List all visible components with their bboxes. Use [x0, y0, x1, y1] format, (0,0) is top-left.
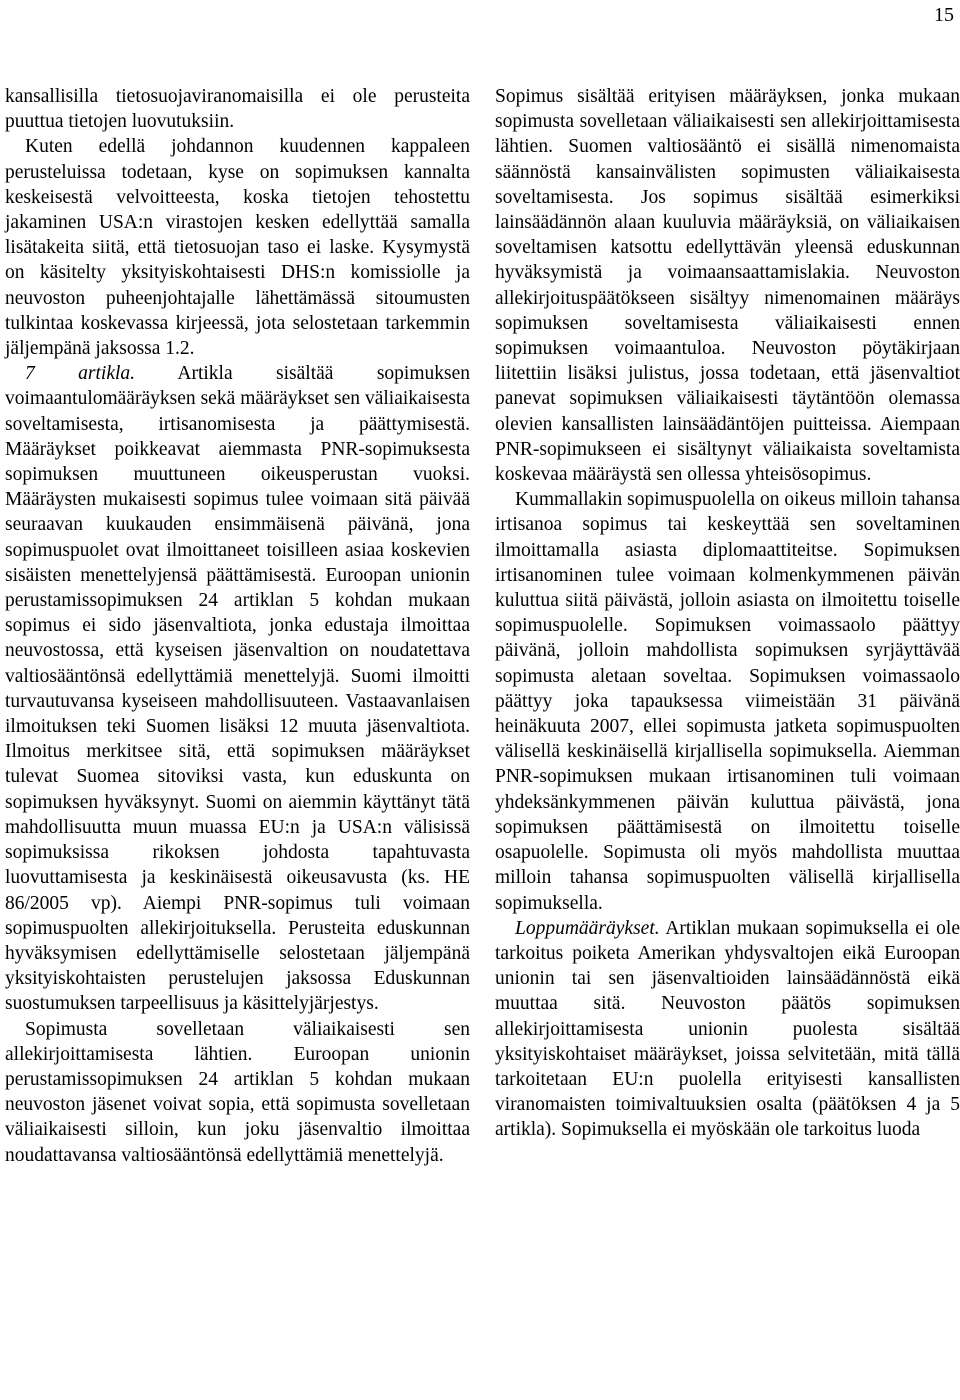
paragraph: [5, 361, 470, 1016]
section-heading: Loppumääräykset.: [515, 917, 660, 939]
section-heading: 7 artikla.: [25, 363, 136, 385]
paragraph-text: Artikla sisältää sopimuksen voimaantulomääräyksen sekä määräykset sen väliaikaisesta soveltamisesta, irtisanomisesta ja päättymisestä. Määräykset poikkeavat aiemmasta PNR-sopimuksesta sopimuksen muuttuneen oikeusperustan vuoksi. Määräysten mukaisesti sopimus tulee voimaan sitä päivää seuraavan kuukauden ensimmäisenä päivänä, jona sopimuspuolet ovat ilmoittaneet toisilleen asiaa koskevien sisäisten menettelyjensä päättämisestä. Euroopan unionin perustamissopimuksen 24 artiklan 5 kohdan mukaan sopimus ei sido jäsenvaltiota, jonka edustaja ilmoittaa neuvostossa, että kyseisen jäsenvaltion on noudatettava valtiosääntönsä edellyttämiä menettelyjä. Suomi ilmoitti turvautuvansa kyseiseen mahdollisuuteen. Vastaavanlaisen ilmoituksen teki Suomen lisäksi 12 muuta jäsenvaltiota. Ilmoitus merkitsee sitä, että sopimuksen määräykset tulevat Suomea sitoviksi vasta, kun eduskunta on sopimuksen hyväksynyt. Suomi on aiemmin käyttänyt tätä mahdollisuutta muun muassa EU:n ja USA:n välisissä sopimuksissa rikoksen johdosta tapahtuvasta luovuttamisesta ja keskinäisestä oikeusavusta (ks. HE 86/2005 vp). Aiempi PNR-sopimus tuli voimaan sopimuspuolten allekirjoituksella. Perusteita eduskunnan hyväksymisen edellyttämiselle selostetaan jäljempänä yksityiskohtaisten perustelujen jaksossa Eduskunnan suostumuksen tarpeellisuus ja käsittelyjärjestys.: [5, 363, 470, 1015]
paragraph: Kummallakin sopimuspuolella on oikeus milloin tahansa irtisanoa sopimus tai keskeyttää sen soveltaminen ilmoittamalla asiasta diplomaattiteitse. Sopimuksen irtisanominen tulee voimaan kolmenkymmenen päivän kuluttua siitä päivästä, jolloin asiasta on ilmoitettu toiselle sopimuspuolelle. Sopimuksen voimassaolo päättyy päivänä, jolloin mahdollista sopimuksen syrjäyttävää sopimusta aletaan soveltaa. Sopimuksen voimassaolo päättyy joka tapauksessa viimeistään 31 päivänä heinäkuuta 2007, ellei sopimusta jatketa sopimuspuolten välisellä keskinäisellä kirjallisella sopimuksella. Aiemman PNR-sopimuksen mukaan irtisanominen tuli voimaan yhdeksänkymmenen päivän kuluttua päivästä, jona sopimuksen päättämisestä on ilmoitettu toiselle osapuolelle. Sopimusta oli myös mahdollista muuttaa milloin tahansa sopimuspuolten välisellä kirjallisella sopimuksella.: [495, 489, 960, 914]
paragraph: kansallisilla tietosuojaviranomaisilla ei ole perusteita puuttua tietojen luovutuksiin.: [5, 86, 470, 133]
body-columns: [5, 84, 960, 1168]
paragraph: Kuten edellä johdannon kuudennen kappaleen perusteluissa todetaan, kyse on sopimuksen kannalta keskeisestä velvoitteesta, koska tietojen tehostettu jakaminen USA:n virastojen kesken edellyttää samalla lisätakeita siitä, että tietosuojan taso ei laske. Kysymystä on käsitelty yksityiskohtaisesti DHS:n komissiolle ja neuvoston puheenjohtajalle lähettämässä sitoumusten tulkintaa koskevassa kirjeessä, jota selostetaan tarkemmin jäljempänä jaksossa 1.2.: [5, 136, 470, 360]
paragraph: Sopimusta sovelletaan väliaikaisesti sen allekirjoittamisesta lähtien. Euroopan unionin perustamissopimuksen 24 artiklan 5 kohdan mukaan neuvoston jäsenet voivat sopia, että sopimusta sovelletaan väliaikaisesti silloin, kun joku jäsenvaltio ilmoittaa noudattavansa valtiosääntönsä edellyttämiä menettelyjä.: [5, 1018, 470, 1166]
paragraph: [495, 916, 960, 1143]
paragraph-text: Artiklan mukaan sopimuksella ei ole tarkoitus poiketa Amerikan yhdysvaltojen eikä Euroopan unionin tai sen jäsenvaltioiden lainsäädännöstä eikä muuttaa sitä. Neuvoston päätös sopimuksen allekirjoittamisesta unionin puolesta sisältää yksityiskohtaiset määräykset, joissa selvitetään, mitä tällä tarkoitetaan EU:n puolella erityisesti kansallisten viranomaisten toimivaltuuksien osalta (päätöksen 4 ja 5 artikla). Sopimuksella ei myöskään ole tarkoitus luoda: [495, 917, 960, 1141]
right-column: [495, 84, 960, 1168]
paragraph: Sopimus sisältää erityisen määräyksen, jonka mukaan sopimusta sovelletaan väliaikaisesti sen allekirjoittamisesta lähtien. Suomen valtiosääntö ei sisällä nimenomaista säännöstä kansainvälisten sopimusten väliaikaisesta soveltamisesta. Jos sopimus sisältää esimerkiksi lainsäädännön alaan kuuluvia määräyksiä, on väliaikaisen soveltamisen katsottu edellyttävän yleensä eduskunnan hyväksymistä ja voimaansaattamislakia. Neuvoston allekirjoituspäätökseen sisältyy nimenomainen määräys sopimuksen soveltamisesta väliaikaisesti ennen sopimuksen voimaantuloa. Neuvoston pöytäkirjaan liitettiin lisäksi julistus, jossa todetaan, että jäsenvaltiot panevat sopimuksen väliaikaisesti täytäntöön olemassa olevien kansallisten lainsäädäntöjen puitteissa. Aiempaan PNR-sopimukseen ei sisältynyt väliaikaista soveltamista koskevaa määräystä sen ollessa yhteisösopimus.: [495, 86, 960, 486]
page-number: 15: [934, 4, 954, 26]
left-column: [5, 84, 470, 1168]
